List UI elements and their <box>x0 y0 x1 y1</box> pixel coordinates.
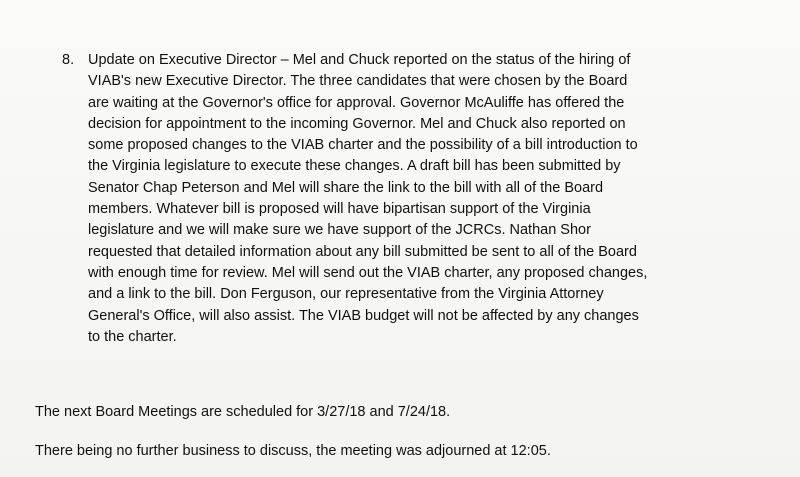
item-line: some proposed changes to the VIAB charter and the possibility of a bill introduction to <box>88 137 638 154</box>
item-line: with enough time for review. Mel will send out the VIAB charter, any proposed changes, <box>88 264 648 281</box>
item-number: 8. <box>62 52 75 68</box>
item-body <box>88 50 778 348</box>
item-line: members. Whatever bill is proposed will have bipartisan support of the Virginia <box>88 201 591 218</box>
adjournment-paragraph: There being no further business to discuss, the meeting was adjourned at 12:05. <box>35 443 551 459</box>
item-line: Senator Chap Peterson and Mel will share the link to the bill with all of the Board <box>88 179 604 196</box>
item-line: are waiting at the Governor's office for approval. Governor McAuliffe has offered the <box>88 94 625 111</box>
item-line: and a link to the bill. Don Ferguson, our representative from the Virginia Attorney <box>88 286 604 303</box>
item-line: to the charter. <box>88 328 177 345</box>
next-meetings-paragraph: The next Board Meetings are scheduled for 3/27/18 and 7/24/18. <box>35 404 451 420</box>
item-line: General's Office, will also assist. The VIAB budget will not be affected by any changes <box>88 307 639 324</box>
item-line: decision for appointment to the incoming Governor. Mel and Chuck also reported on <box>88 115 626 132</box>
item-line: VIAB's new Executive Director. The three candidates that were chosen by the Board <box>88 73 628 90</box>
item-line: the Virginia legislature to execute these changes. A draft bill has been submitted by <box>88 158 621 175</box>
item-line: Update on Executive Director – Mel and Chuck reported on the status of the hiring of <box>88 52 631 68</box>
item-line: requested that detailed information about any bill submitted be sent to all of the Board <box>88 243 637 260</box>
item-line: legislature and we will make sure we have support of the JCRCs. Nathan Shor <box>88 222 591 239</box>
